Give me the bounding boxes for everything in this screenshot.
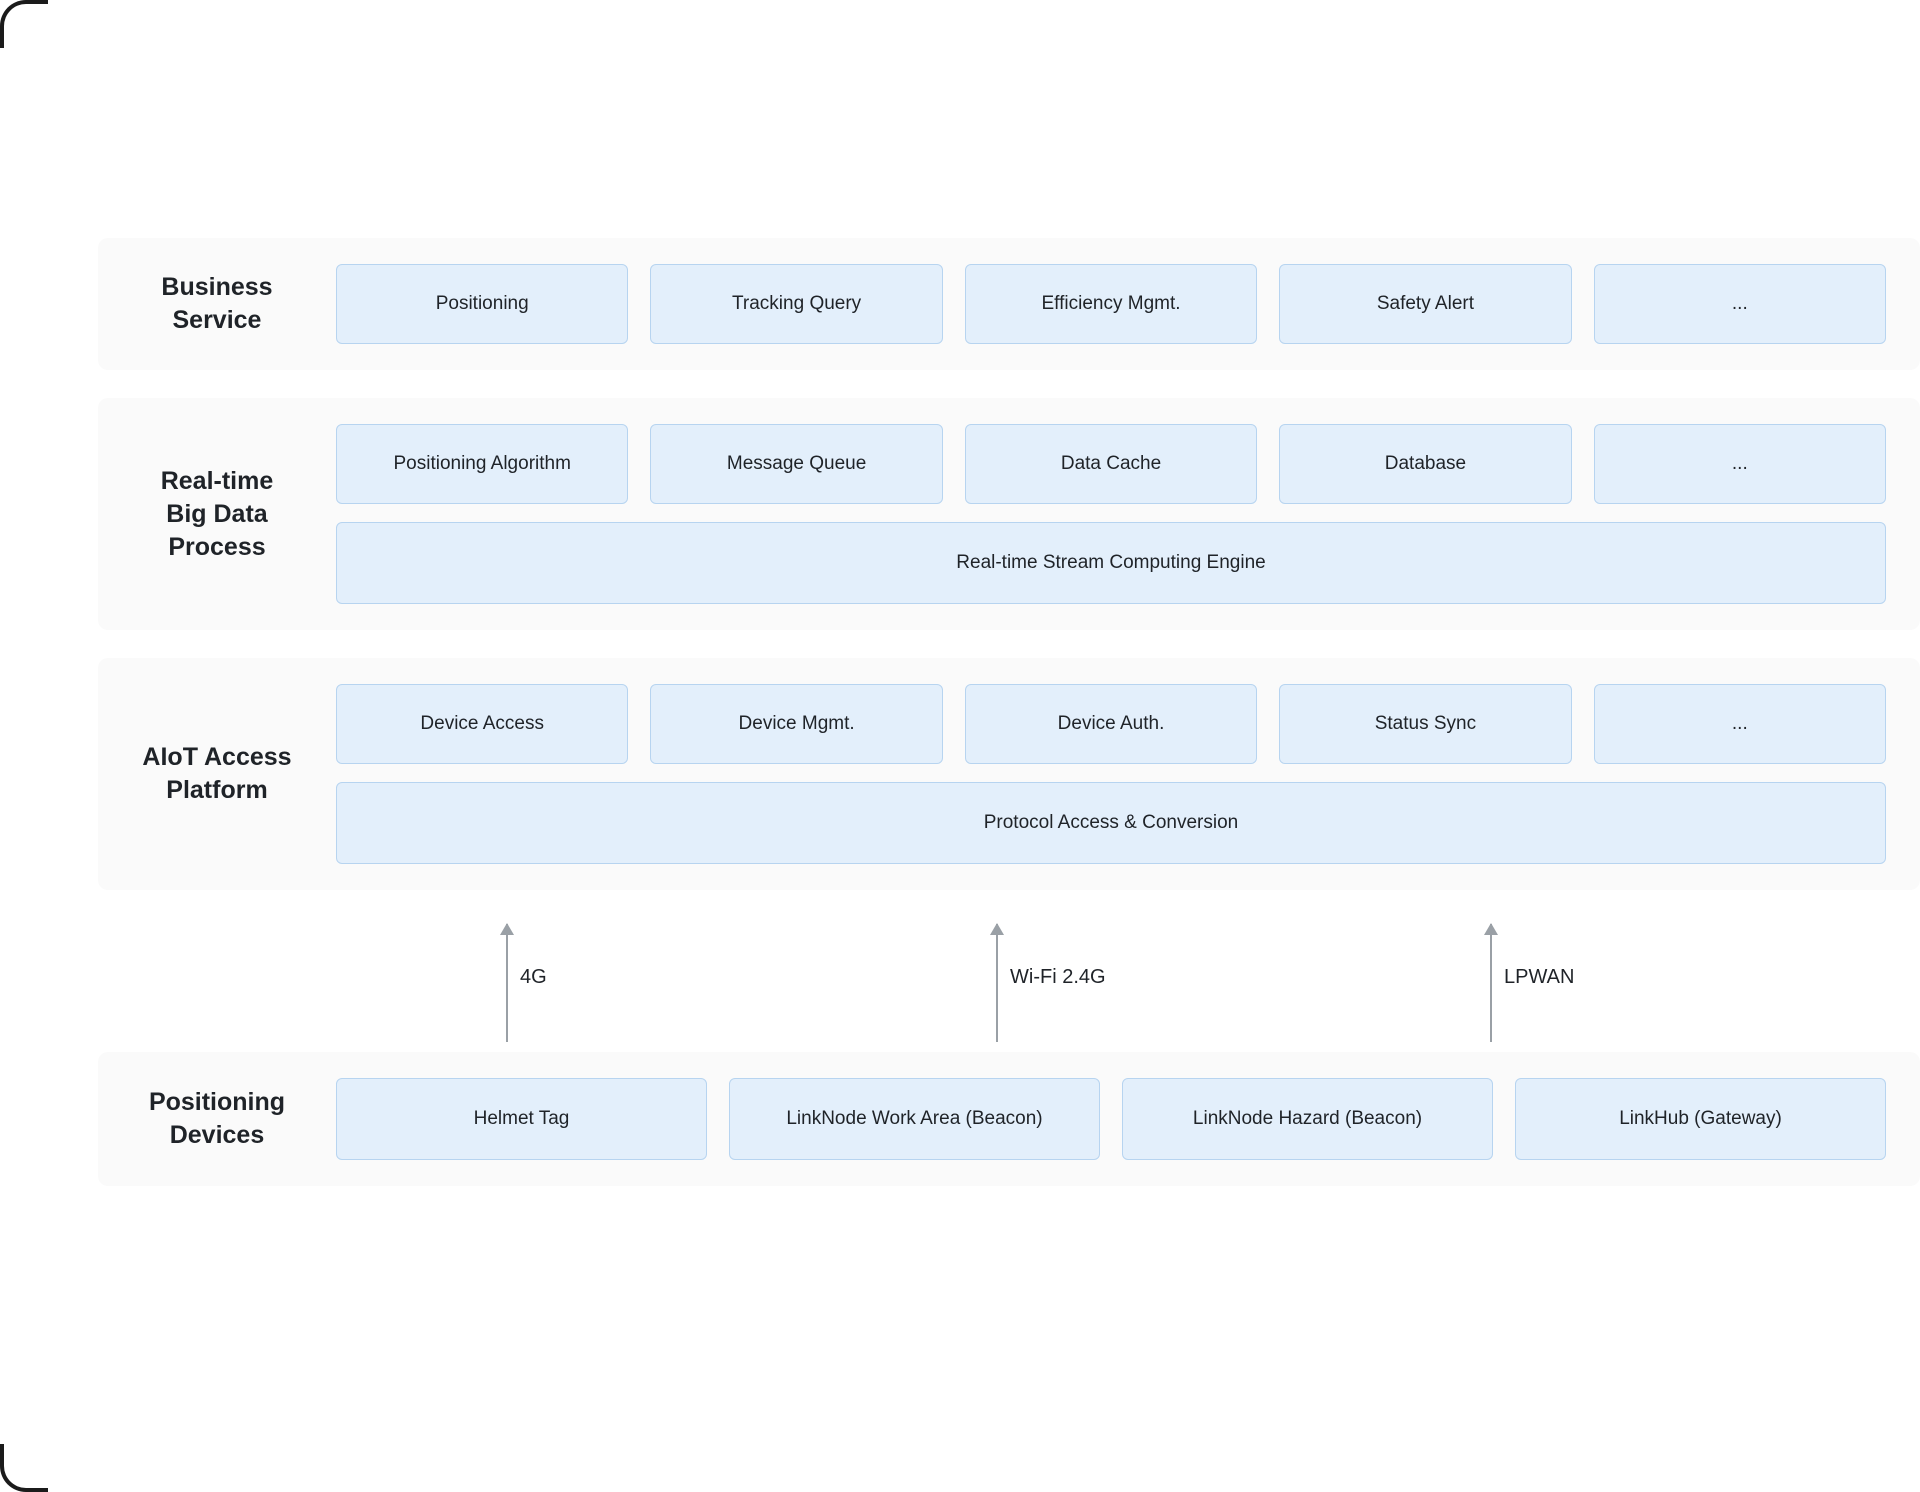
device-box-linknode-work-area[interactable]: LinkNode Work Area (Beacon)	[729, 1078, 1100, 1160]
layer-aiot-access-platform	[98, 658, 1920, 890]
module-box[interactable]: Efficiency Mgmt.	[965, 264, 1257, 344]
module-box-more[interactable]: ...	[1594, 424, 1886, 504]
arrow-up-icon	[1490, 924, 1492, 1042]
layer-label-positioning-devices	[98, 1078, 336, 1160]
layer-row	[336, 684, 1886, 764]
layer-body-realtime-big-data-process	[336, 424, 1886, 604]
layer-business-service	[98, 238, 1920, 370]
module-box[interactable]: Message Queue	[650, 424, 942, 504]
module-box[interactable]: Positioning	[336, 264, 628, 344]
transport-links	[98, 912, 1920, 1042]
transport-link-wifi	[996, 924, 1106, 1042]
layer-row	[336, 522, 1886, 604]
layer-body-aiot-access-platform	[336, 684, 1886, 864]
device-box-linknode-hazard[interactable]: LinkNode Hazard (Beacon)	[1122, 1078, 1493, 1160]
module-box[interactable]: Status Sync	[1279, 684, 1571, 764]
frame-corner-bottom-left	[0, 1444, 48, 1492]
module-box-protocol[interactable]: Protocol Access & Conversion	[336, 782, 1886, 864]
layer-label-line: Platform	[166, 776, 268, 804]
transport-label: LPWAN	[1504, 966, 1575, 988]
layer-row	[336, 782, 1886, 864]
layer-row	[336, 264, 1886, 344]
transport-label: 4G	[520, 966, 547, 988]
module-box-more[interactable]: ...	[1594, 684, 1886, 764]
architecture-diagram	[98, 238, 1920, 1214]
transport-link-lpwan	[1490, 924, 1574, 1042]
device-box-helmet-tag[interactable]: Helmet Tag	[336, 1078, 707, 1160]
arrow-up-icon	[996, 924, 998, 1042]
module-box[interactable]: Device Access	[336, 684, 628, 764]
module-box[interactable]: Device Mgmt.	[650, 684, 942, 764]
transport-link-4g	[506, 924, 547, 1042]
layer-label-business-service	[98, 264, 336, 344]
layer-label-line: Devices	[169, 1121, 265, 1149]
module-box[interactable]: Tracking Query	[650, 264, 942, 344]
module-box[interactable]: Database	[1279, 424, 1571, 504]
layer-label-line: Service	[172, 306, 262, 334]
layer-label-aiot-access-platform	[98, 684, 336, 864]
layer-label-line: Real-time	[160, 466, 274, 495]
module-box[interactable]: Device Auth.	[965, 684, 1257, 764]
device-box-linkhub-gateway[interactable]: LinkHub (Gateway)	[1515, 1078, 1886, 1160]
layer-label-realtime-big-data-process	[98, 424, 336, 604]
arrow-up-icon	[506, 924, 508, 1042]
layer-row	[336, 1078, 1886, 1160]
module-box-engine[interactable]: Real-time Stream Computing Engine	[336, 522, 1886, 604]
module-box[interactable]: Safety Alert	[1279, 264, 1571, 344]
layer-realtime-big-data-process	[98, 398, 1920, 630]
module-box[interactable]: Positioning Algorithm	[336, 424, 628, 504]
layer-row	[336, 424, 1886, 504]
layer-body-positioning-devices	[336, 1078, 1886, 1160]
layer-label-line: Process	[168, 532, 266, 561]
layer-body-business-service	[336, 264, 1886, 344]
layer-label-line: Business	[161, 273, 273, 301]
module-box-more[interactable]: ...	[1594, 264, 1886, 344]
layer-label-line: AIoT Access	[142, 743, 292, 771]
layer-positioning-devices	[98, 1052, 1920, 1186]
frame-corner-top-left	[0, 0, 48, 48]
module-box[interactable]: Data Cache	[965, 424, 1257, 504]
transport-label: Wi-Fi 2.4G	[1010, 966, 1106, 988]
layer-label-line: Positioning	[148, 1088, 286, 1116]
layer-label-line: Big Data	[166, 499, 268, 528]
